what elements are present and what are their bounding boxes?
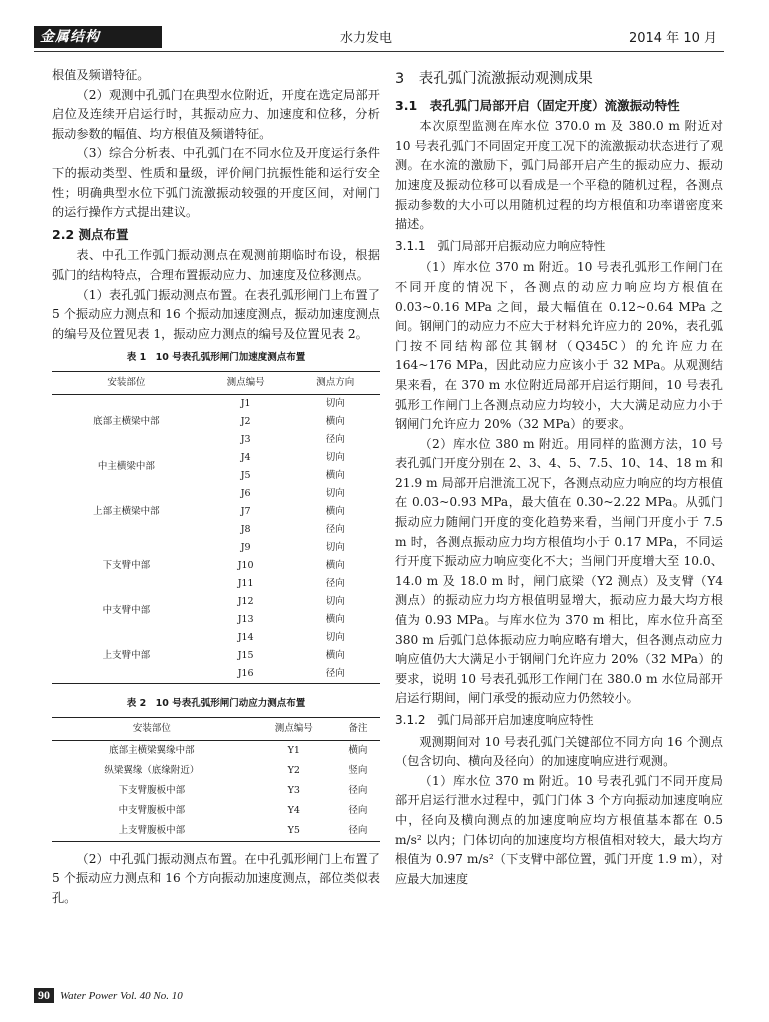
table-row: J10 横向 [237,560,345,572]
table2-caption: 表 2 10 号表孔弧形闸门动应力测点布置 [126,697,306,709]
page-number: 90 [34,988,54,1003]
table-row: 上支臂中部 J14 切向 [102,632,345,662]
table2 [52,717,380,842]
table-row: 中支臂中部 J12 切向 [102,596,345,617]
paragraph: （1）库水位 370 m 附近。10 号表孔弧形工作闸门在不同开度的情况下，各测点的动应力响应均方根值在 0.03~0.16 MPa 之间，最大幅值在 0.12~0.64 MPa 之间。钢闸门的动应力不应大于材料允许应力的 20%，表孔弧门按不同结构部位其钢材（Q345C）的允许应力在 164~176 MPa，因此动应力应该小于 32 MPa。从观测结果来看，在 370 m 水位附近局部开启运行期间，10 号表孔弧形工作闸门上各测点动应力均较小，大大满足动应力小于钢闸门允许应力 20%（32 MPa）的要求。 [395,260,723,432]
table-row: J7 横向 [240,506,345,518]
table-row: J16 径向 [52,665,380,684]
table1-caption: 表 1 10 号表孔弧形闸门加速度测点布置 [126,352,306,364]
table-row: J8 径向 [240,524,345,536]
section-tag: 金属结构 [34,26,162,48]
paragraph: （2）观测中孔弧门在典型水位附近，开度在选定局部开启位及连续开启运行时，其振动应力、加速度和位移，分析振动参数的幅值、均方根值及频谱特征。 [52,87,380,141]
table-row: J11 径向 [237,578,345,590]
paragraph: （3）综合分析表、中孔弧门在不同水位及开度运行条件下的振动类型、性质和量级，评价闸门抗振性能和运行安全性；明确典型水位下弧门流激振动较强的开度区间，对闸门的运行操作方式提出建议。 [52,146,380,220]
table2-header: 安装部位 [132,723,171,734]
page-header [0,22,769,50]
paragraph: 本次原型监测在库水位 370.0 m 及 380.0 m 附近对 10 号表孔弧门不同固定开度工况下的流激振动状态进行了观测。在水流的激励下，弧门局部开启产生的振动应力、振动加速度及振动位移可以看成是一个平稳的随机过程，各测点振动参数的大小可以用随机过程的均方根值和功率谱密度来描述。 [395,119,723,232]
paragraph: 观测期间对 10 号表孔弧门关键部位不同方向 16 个测点（包含切向、横向及径向）的加速度响应进行观测。 [395,734,723,769]
paragraph: 表、中孔工作弧门振动测点在观测前期临时布设，根据弧门的结构特点，合理布置振动应力、加速度及位移测点。 [52,248,380,282]
table-row: J3 径向 [240,434,345,446]
subsection-heading: 3.1.1 弧门局部开启振动应力响应特性 [395,238,606,253]
table-row: 底部主横梁中部 J1 切向 [93,398,345,428]
right-column [395,66,723,889]
table-row: 下支臂中部 J9 切向 [102,542,345,572]
table-row: 中支臂腹板中部 Y4 径向 [118,805,368,816]
table1-header: 测点方向 [316,377,355,389]
table-row: 下支臂腹板中部 Y3 径向 [118,785,368,796]
table2-header: 备注 [348,723,368,734]
table2-header: 测点编号 [274,723,313,734]
header-rule [34,51,724,52]
paragraph: （2）库水位 380 m 附近。用同样的监测方法，10 号表孔弧门开度分别在 2、3、4、5、7.5、10、14、18 m 和 21.9 m 局部开启泄流工况下，各测点动应力响应的均方根值在 0.03~0.93 MPa，最大值在 0.30~2.22 MPa。从弧门振动应力随闸门开度的变化趋势来看，当闸门开度小于 7.5 m 时，各测点振动应力均方根值均小于 0.17 MPa，不同运行开度下振动应力响应变化不大；当闸门开度增大至 10.0、14.0 m 及 18.0 m 时，闸门底梁（Y2 测点）及支臂（Y4 测点）的振动应力均方根值明显增大，振动应力最大均方根值为 0.93 MPa。与库水位为 370 m 相比，库水位升高至 380 m 后弧门总体振动应力响应略有增大，但各测点动应力响应值仍大大满足小于钢闸门允许应力 20%（32 MPa）的要求，说明 10 号表孔弧形工作闸门在 380.0 m 水位局部开启运行期间，闸门承受的振动应力仍然较小。 [395,436,723,706]
table1-header: 安装部位 [107,377,146,389]
table-row: 底部主横梁翼缘中部 Y1 横向 [109,745,368,756]
table-row: 纵梁翼缘（底缘附近） Y2 竖向 [104,765,368,776]
paragraph: （2）中孔弧门振动测点布置。在中孔弧形闸门上布置了 5 个振动应力测点和 16 个方向振动加速度测点，部位类似表孔。 [52,851,380,905]
table-row: 上支臂腹板中部 Y5 径向 [52,821,380,842]
paragraph: （1）库水位 370 m 附近。10 号表孔弧门不同开度局部开启运行泄水过程中，弧门门体 3 个方向振动加速度响应中，径向及横向测点的加速度响应均方根值基本都在 0.5 m/s² 以内；门体切向的加速度均方根值相对较大，最大均方根值为 0.97 m/s²（下支臂中部位置，弧门开度 1.9 m），对应最大加速度 [395,773,723,886]
table-row: 上部主横梁中部 J6 切向 [93,488,345,518]
table-row: J15 横向 [237,650,345,662]
section-heading: 3.1 表孔弧门局部开启（固定开度）流激振动特性 [395,97,680,113]
paragraph: （1）表孔弧门振动测点布置。在表孔弧形闸门上布置了 5 个振动应力测点和 16 个振动加速度测点，振动加速度测点的编号及位置见表 1，振动应力测点的编号及位置见表 2。 [52,287,380,341]
issue-date: 2014 年 10 月 [628,31,717,46]
journal-name: 水力发电 [340,31,393,46]
journal-citation: Water Power Vol. 40 No. 10 [60,990,183,1002]
table-row: J13 横向 [237,614,345,626]
chapter-heading: 3 表孔弧门流激振动观测成果 [395,71,593,87]
table1 [52,371,380,684]
paragraph: 根值及频谱特征。 [52,68,150,82]
left-column [52,66,380,908]
table-row: J2 横向 [240,416,345,428]
table1-header: 测点编号 [226,377,265,389]
table-row: 中主横梁中部 J4 切向 [97,452,345,473]
table-row: J5 横向 [240,470,345,482]
subsection-heading: 3.1.2 弧门局部开启加速度响应特性 [395,713,594,727]
section-heading: 2.2 测点布置 [52,226,129,242]
page-footer [34,988,183,1003]
